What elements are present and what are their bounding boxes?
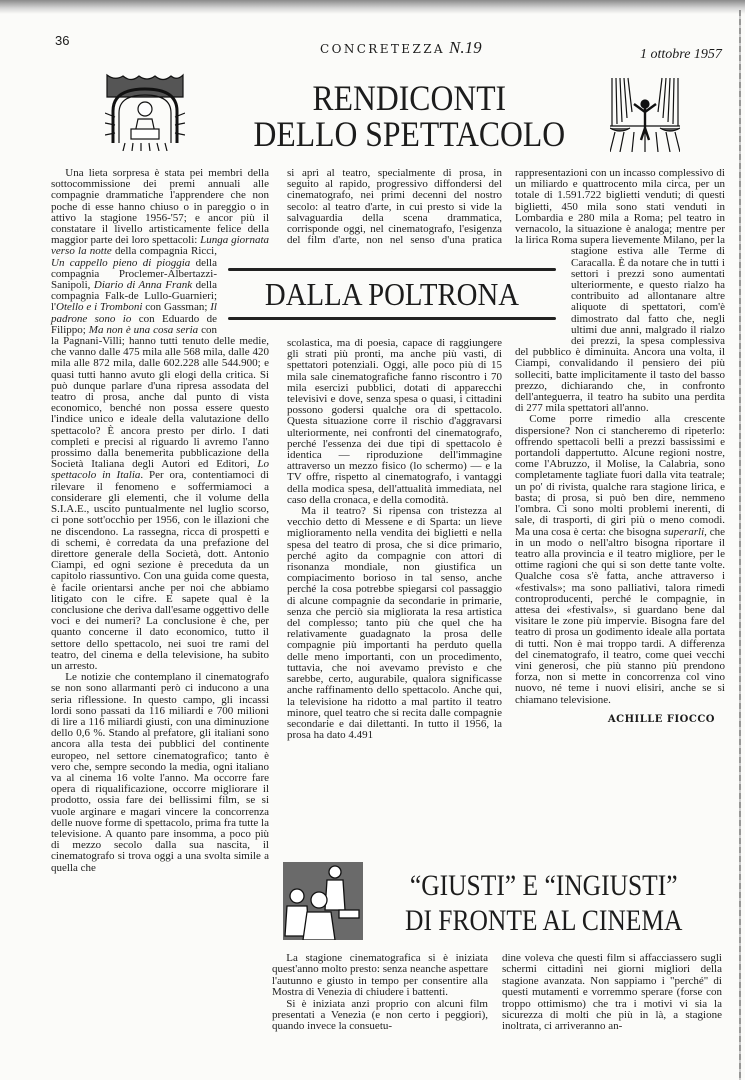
- text-run: Si è iniziata anzi proprio con alcuni film presentati a Venezia (e non certo i peggiori), quando invece la consuetu-: [272, 997, 488, 1033]
- paragraph: [51, 672, 269, 874]
- paragraph: [287, 506, 502, 741]
- text-run: . Per ora, contentiamoci di rilevare il fenomeno e soffermiamoci a considerare gli elementi, che il volume della S.I.A.E., uscito puntualmente nel luglio scorso, ci pone sott'occhio per 1956, con le illazioni che ne discendono. La rassegna, ricca di prospetti e di schemi, è corredata da una prefazione del direttore generale della Società, dott. Antonio Ciampi, ed ogni sezione è preceduta da un capitolo riassuntivo. Con una guida come questa, è facile orientarsi anche per noi che abbiamo litigato con le cifre. E sapete qual è la conclusione che deriva dall'esame oggettivo delle voci e dei numeri? La conclusione è che, per quanto concerne il dato economico, tutto il settore dello spettacolo, nei suoi tre rami del teatro, del cinema e della televisione, ha subito un arresto.: [51, 469, 269, 672]
- text-run: Una lieta sorpresa è stata pei membri della sottocommissione dei premi annuali alle compagnie drammatiche l'apprendere che non poche di esse hanno chiuso o in pareggio o in attivo la stagione 1956-'57; e ancor più il constatare il livello artisticamente felice della maggior parte dei loro spettacoli:: [51, 167, 269, 247]
- italic-title-text: superarli: [663, 525, 705, 538]
- rule-divider: [228, 268, 556, 271]
- article-title: [232, 80, 587, 152]
- italic-title-text: Un cappello pieno di pioggia: [51, 256, 191, 269]
- text-run: rappresentazioni con un incasso complessivo di un miliardo e quattrocento mila circa, per un totale di 1.591.722 biglietti venduti; di questi biglietti, 450 mila sono stati venduti in Lombardia e 280 mila a Roma; pel teatro in vernacolo, la situazione è analoga; mentre per la lirica Roma supera lievemente Milano, per la stagione estiva alle Terme di Caracalla. È da notare che in tutti i settori i prezzi sono aumentati ulteriormente, e questo rialzo ha contribuito ad allontanare altre aliquote di spettatori, com'è dimostrato dal fatto che, negli ultimi due anni, malgrado il rialzo dei prezzi, la spesa complessiva del pubblico è diminuita. Ancora una volta, il Ciampi, convalidando il pensiero dei più solleciti, batte implicitamente il tasto del basso prezzo, dichiarando che, in confronto dell'anteguerra, il teatro ha subito una perdita di 277 mila spettatori all'anno.: [515, 167, 725, 415]
- stage-curtain-illustration: [610, 76, 680, 152]
- text-run: della compagnia Ricci,: [111, 245, 217, 258]
- italic-title-text: Lunga giornata verso la notte: [51, 234, 269, 258]
- text-run: Come porre rimedio alla crescente dispersione? Non ci stancheremo di ripeterlo: offrendo spettacoli belli a prezzi bassissimi e portandoli dappertutto. Alcune regioni nostre, come l'Abruzzo, il Molise, la Calabria, sono completamente tagliate fuori dalla vita teatrale; un po' di rivista, qualche rara stagione lirica, e basta; di prosa, si può ben dire, nemmeno l'ombra. Ci sono molti problemi inerenti, di sale, di trasporti, di giri più o meno comodi. Ma una cosa è certa: che bisogna: [515, 413, 725, 538]
- rule-divider: [228, 317, 556, 320]
- article-title-line1: RENDICONTI: [312, 78, 507, 118]
- article2-title-line1: “GIUSTI” E “INGIUSTI”: [409, 869, 678, 902]
- theatre-reader-illustration: [105, 73, 185, 151]
- article-title-line2: DELLO SPETTACOLO: [253, 114, 566, 154]
- text-run: della compagnia Proclemer-Albertazzi-Sanipoli,: [51, 256, 217, 292]
- scan-shadow-top: [0, 0, 745, 14]
- article2-column-2: [502, 953, 722, 1033]
- paragraph: [515, 414, 725, 705]
- paragraph: [51, 168, 269, 672]
- subtitle-heading: DALLA POLTRONA: [264, 276, 520, 312]
- text-run: Le notizie che contemplano il cinematografo se non sono allarmanti però ci inducono a una seria riflessione. In questo campo, gli incassi lordi sono passati da 116 miliardi e 700 milioni di lire a 116 miliardi giusti, con una diminuzione dello 0,6 %. Stando al prefatore, gli italiani sono ancora alla testa dei pubblici del continente europeo, nel settore cinematografico; tanto è vero che, sempre secondo la media, ogni italiano va al cinema 16 volte l'anno. Ma occorre fare opera di riqualificazione, occorre migliorare il prodotto, ossia fare dei bellissimi film, se si vuole arginare e magari vincere la concorrenza delle nuove forme di spettacolo, prima fra tutte la televisione. A quanto pare insomma, a poco più di mezzo secolo dalla sua nascita, il cinematografo si trova oggi a una svolta simile a quella che: [51, 671, 269, 874]
- italic-title-text: Diario di Anna Frank: [93, 279, 193, 292]
- text-run: La stagione cinematografica si è iniziata quest'anno molto presto: senza neanche aspettare l'autunno e giusto in tempo per consentire alla Mostra di Venezia di chiudere i battenti.: [272, 952, 488, 999]
- subtitle-box: [228, 268, 556, 320]
- article2-title-line2: DI FRONTE AL CINEMA: [405, 904, 683, 937]
- handwritten-issue-number: N.19: [449, 38, 482, 57]
- text-run: dine voleva che questi film si affacciassero sugli schermi cittadini nei giorni migliori della stagione avanzata. Non sappiamo i "perché" di questi mutamenti e vorremmo sperare (forse con troppo ottimismo) che tra i motivi vi sia la sicurezza di molti che più in là, a stagione inoltrata, ci arriveranno an-: [502, 952, 722, 1033]
- text-run: della compagnia Falk-de Lullo-Guarnieri; l': [51, 279, 217, 314]
- paragraph: [502, 953, 722, 1033]
- text-run: con Gassman;: [142, 301, 211, 314]
- page-number: 36: [55, 33, 70, 48]
- scan-edge-right: [739, 10, 741, 1080]
- masthead-title: CONCRETEZZA: [320, 42, 446, 56]
- article-column-2: [287, 168, 502, 741]
- paragraph: [272, 999, 488, 1033]
- paragraph: [272, 953, 488, 999]
- paragraph: [287, 168, 502, 506]
- masthead: [320, 38, 482, 58]
- article2-column-1: [272, 953, 488, 1033]
- italic-title-text: Ma non è una cosa seria: [88, 323, 199, 336]
- italic-title-text: Lo spettacolo in Italia: [51, 458, 269, 482]
- text-run: con Eduardo de Filippo;: [51, 312, 217, 336]
- text-run: con la Pagnani-Villi; hanno tutti tenuto delle medie, che vanno dalle 475 mila alle 568 mila, dalle 420 mila alle 872 mila, dalle 602.228 alle 544.900; e quasi tutti hanno avuto gli elogi della critica. Si può dunque parlare d'una ripresa assodata del teatro di prosa, anche dal punto di vista economico, benché non possa essere questo l'indice unico e ideale della valutazione dello spettacolo? È ancora presto per dirlo. I dati completi e precisi al riguardo li avremo l'anno prossimo dalla benemerita pubblicazione della Società Italiana degli Autori ed Editori,: [51, 323, 269, 471]
- text-run: , che in un modo o nell'altro bisogna riportare il teatro alla provincia e il teatro migliore, per le ottime ragioni che qui si son dette tante volte. Qualche cosa s'è fatta, anche attraverso i «festivals»; ma sono palliativi, talora rimedi controproducenti, perché le compagnie, in attesa dei «festivals», si guardano bene dal visitare le zone più impervie. Bisogna fare del teatro di prosa un godimento ideale alla portata di tutti. Non è mai troppo tardi. A differenza del cinematografo, il teatro, come quei vecchi vini generosi, che più stanno più prendono forza, non si mette in concorrenza col vino nuovo, né teme i nuovi elisiri, anche se si chiamano televisione.: [515, 525, 725, 706]
- italic-title-text: Otello e i Tromboni: [56, 301, 143, 314]
- text-run: si aprì al teatro, specialmente di prosa, in seguito al rapido, progressivo diffondersi del cinematografo, nei primi decenni del nostro secolo: al teatro d'arte, in cui presto si vide la salvaguardia della scena drammatica, corrisponde oggi, nel cinematografo, l'esigenza del film d'arte, non nel senso d'una pratica scolastica, ma di poesia, capace di raggiungere gli strati più pronti, ma anche più vasti, di spettatori potenziali. Oggi, alle poco più di 15 mila sale cinematografiche fanno riscontro i 70 mila esercizi pubblici, dotati di apparecchi televisivi e dove, senza spesa o quasi, i cittadini possono godersi qualche ora di spettacolo. Questa situazione corre il rischio d'aggravarsi ulteriormente, nei confronti del cinematografo, perché l'essenza dei due tipi di spettacolo è identica — riproduzione dell'immagine attraverso un mezzo fisico (lo schermo) — e la TV offre, rispetto al cinematografo, i vantaggi della modica spesa, dell'attualità immediata, nel caso della cronaca, e della comodità.: [287, 167, 502, 506]
- issue-date: 1 ottobre 1957: [640, 47, 722, 62]
- italic-title-text: Il padrone sono io: [51, 301, 217, 325]
- text-run: Ma il teatro? Si ripensa con tristezza al vecchio detto di Messene e di Sparta: un lieve miglioramento nella vendita dei biglietti e nella spesa del teatro di prosa, che si dice primario, perché agito da compagnie con attori di risonanza mondiale, non giustifica un compiacimento borioso in tal senso, anche perché la cosa potrebbe spiegarsi col passaggio di alcune compagnie da secondarie in primarie, senza che perciò sia migliorata la resa artistica del complesso; tanto più che quel che ha relativamente guadagnato la prosa delle compagnie più importanti ha perduto quella delle meno importanti, con un procedimento, tuttavia, che noi avevamo previsto e che sarebbe, certo, augurabile, qualora significasse anche raffinamento dello spettacolo. Anche qui, la televisione ha ridotto a mal partito il teatro minore, quel teatro che si recita dalle compagnie secondarie e dai dilettanti. In tutto il 1956, la prosa ha dato 4.491: [287, 505, 502, 742]
- author-signature: ACHILLE FIOCCO: [607, 713, 715, 725]
- cinema-audience-illustration: [283, 862, 363, 940]
- article-column-3: [515, 168, 725, 725]
- article2-title: [378, 868, 710, 938]
